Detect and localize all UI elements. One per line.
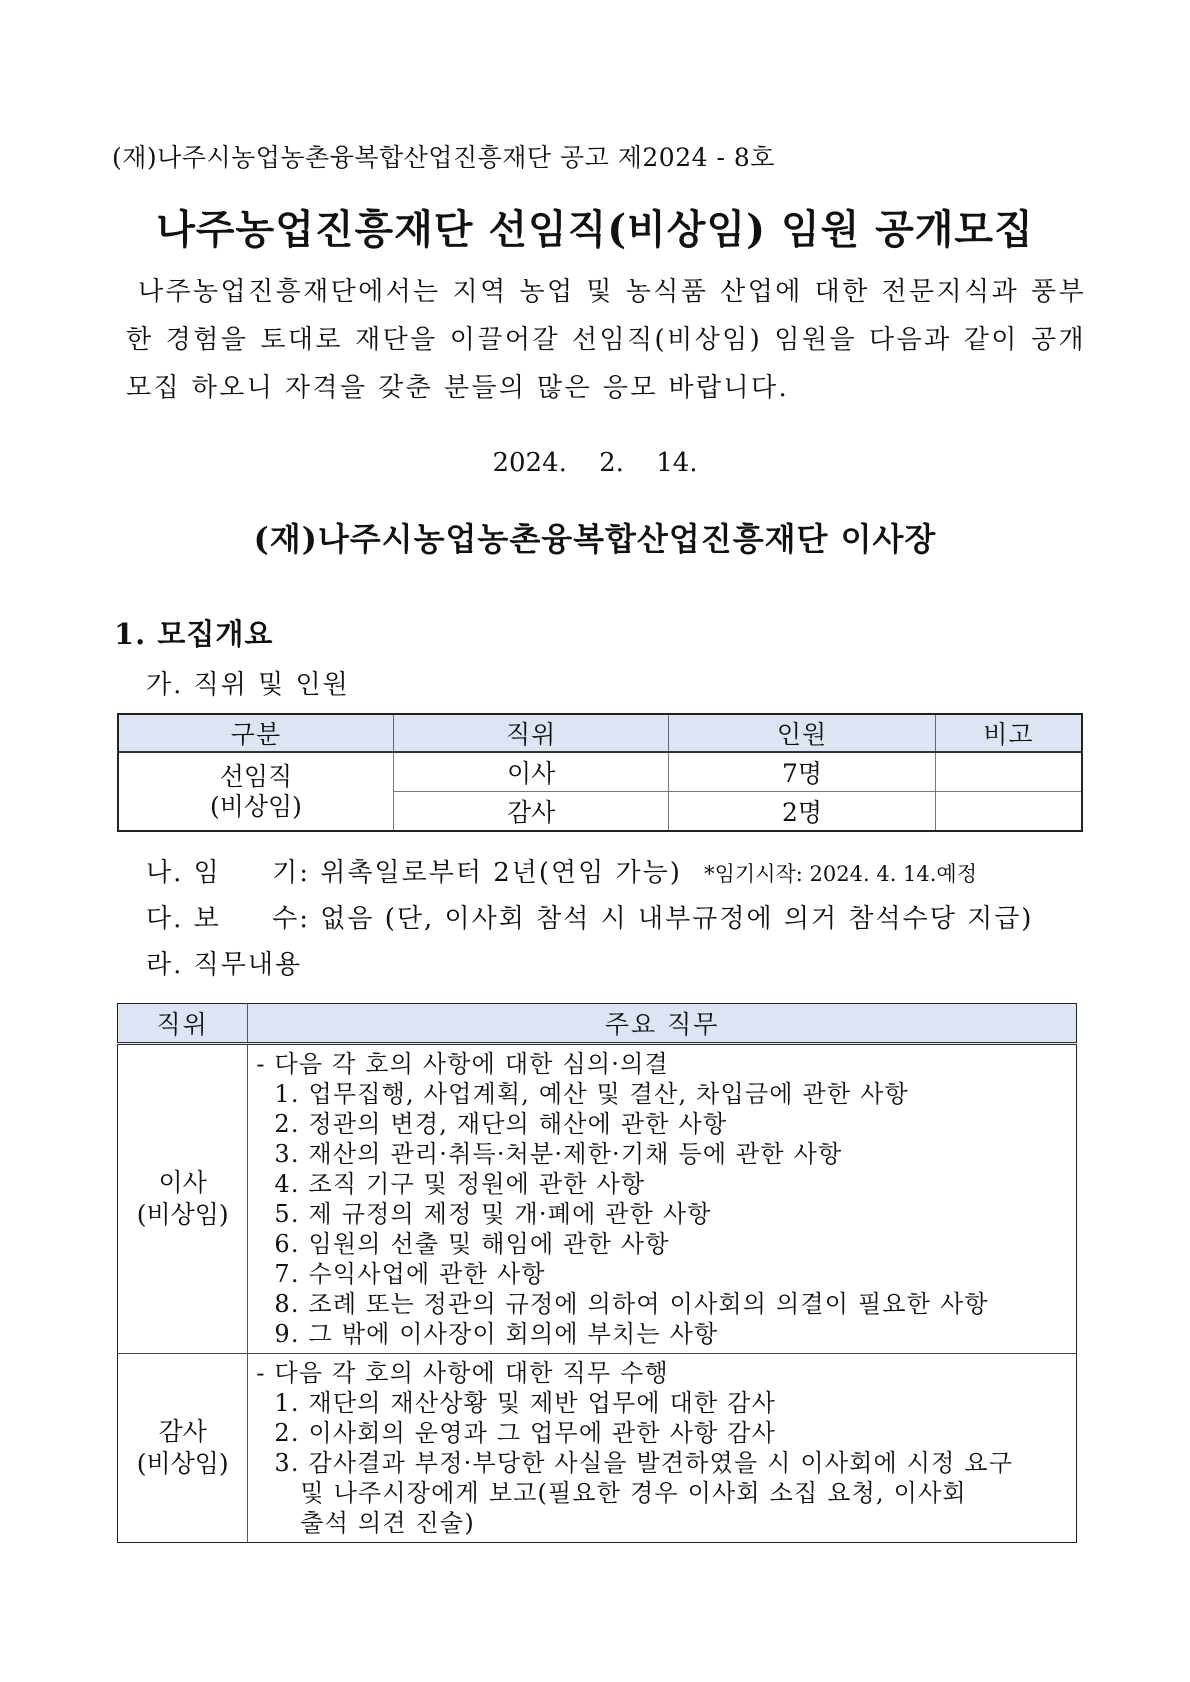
category-line: 선임직 (219, 761, 293, 791)
category-cell (118, 752, 393, 831)
duty-lead: - 다음 각 호의 사항에 대한 심의·의결 (256, 1050, 669, 1078)
term-line (146, 852, 977, 889)
duty-list-cell (248, 1044, 1077, 1354)
notice-date: 2024. 2. 14. (492, 448, 698, 478)
duty-item: 9. 그 밖에 이사장이 회의에 부치는 사항 (274, 1320, 719, 1348)
term-label: 나. 임 기: (146, 858, 310, 888)
duty-item: 7. 수익사업에 관한 사항 (274, 1260, 546, 1288)
page-title: 나주농업진흥재단 선임직(비상임) 임원 공개모집 (156, 206, 1034, 253)
duty-item: 8. 조례 또는 정관의 규정에 의하여 이사회의 의결이 필요한 사항 (274, 1290, 989, 1318)
table-header-row (118, 1004, 1077, 1044)
pay-line (146, 898, 1033, 935)
duty-item: 4. 조직 기구 및 정원에 관한 사항 (274, 1170, 646, 1198)
count-cell: 7명 (669, 752, 935, 792)
table-row (118, 1354, 1077, 1543)
duty-position-line: (비상임) (136, 1449, 229, 1478)
duty-item: 1. 업무집행, 사업계획, 예산 및 결산, 차입금에 관한 사항 (274, 1080, 909, 1108)
duties-table (117, 1003, 1077, 1543)
intro-paragraph: 나주농업진흥재단에서는 지역 농업 및 농식품 산업에 대한 전문지식과 풍부한 경험을 토대로 재단을 이끌어갈 선임직(비상임) 임원을 다음과 같이 공개모집 하오니 자격을 갖춘 분들의 많은 응모 바랍니다. (126, 277, 1086, 403)
position-cell: 감사 (393, 792, 668, 832)
pay-value: 없음 (단, 이사회 참석 시 내부규정에 의거 참석수당 지급) (320, 904, 1034, 934)
subsection-position-headcount: 가. 직위 및 인원 (146, 670, 350, 700)
duty-item: 2. 이사회의 운영과 그 업무에 관한 사항 감사 (274, 1419, 776, 1447)
table-header-cell: 직위 (393, 714, 668, 752)
term-start-note: *임기시작: 2024. 4. 14.예정 (704, 862, 978, 886)
duty-item-continuation: 출석 의견 진술) (300, 1509, 475, 1537)
duty-item: 2. 정관의 변경, 재단의 해산에 관한 사항 (274, 1110, 728, 1138)
position-cell: 이사 (393, 752, 668, 792)
note-cell (935, 792, 1082, 832)
duty-position-line: (비상임) (136, 1200, 229, 1229)
duty-lead: - 다음 각 호의 사항에 대한 직무 수행 (256, 1359, 669, 1387)
duty-position-cell (118, 1354, 248, 1543)
table-header-cell: 주요 직무 (248, 1004, 1077, 1044)
section-title-recruitment-overview: 1. 모집개요 (114, 617, 274, 651)
duty-item: 5. 제 규정의 제정 및 개·폐에 관한 사항 (274, 1200, 712, 1228)
duty-item: 3. 감사결과 부정·부당한 사실을 발견하였을 시 이사회에 시정 요구 (274, 1449, 1014, 1477)
table-header-row (118, 714, 1082, 752)
count-cell: 2명 (669, 792, 935, 832)
pay-label: 다. 보 수: (146, 904, 310, 934)
duty-position-cell (118, 1044, 248, 1354)
duty-item-continuation: 및 나주시장에게 보고(필요한 경우 이사회 소집 요청, 이사회 (300, 1479, 967, 1507)
duty-position-line: 감사 (158, 1417, 207, 1446)
duty-item: 1. 재단의 재산상황 및 제반 업무에 대한 감사 (274, 1389, 776, 1417)
table-header-cell: 인원 (669, 714, 935, 752)
duty-item: 6. 임원의 선출 및 해임에 관한 사항 (274, 1230, 670, 1258)
table-header-cell: 직위 (118, 1004, 248, 1044)
duty-position-line: 이사 (158, 1168, 207, 1197)
position-headcount-table (117, 713, 1083, 832)
table-row (118, 752, 1082, 792)
duty-item: 3. 재산의 관리·취득·처분·제한·기채 등에 관한 사항 (274, 1140, 843, 1168)
note-cell (935, 752, 1082, 792)
subsection-duties: 라. 직무내용 (146, 950, 303, 980)
issuer: (재)나주시농업농촌융복합산업진흥재단 이사장 (253, 520, 937, 558)
category-line: (비상임) (209, 791, 302, 821)
term-value: 위촉일로부터 2년(연임 가능) (320, 858, 682, 888)
table-row (118, 1044, 1077, 1354)
notice-number: (재)나주시농업농촌융복합산업진흥재단 공고 제2024 - 8호 (112, 143, 775, 172)
table-header-cell: 비고 (935, 714, 1082, 752)
duty-list-cell (248, 1354, 1077, 1543)
table-header-cell: 구분 (118, 714, 393, 752)
